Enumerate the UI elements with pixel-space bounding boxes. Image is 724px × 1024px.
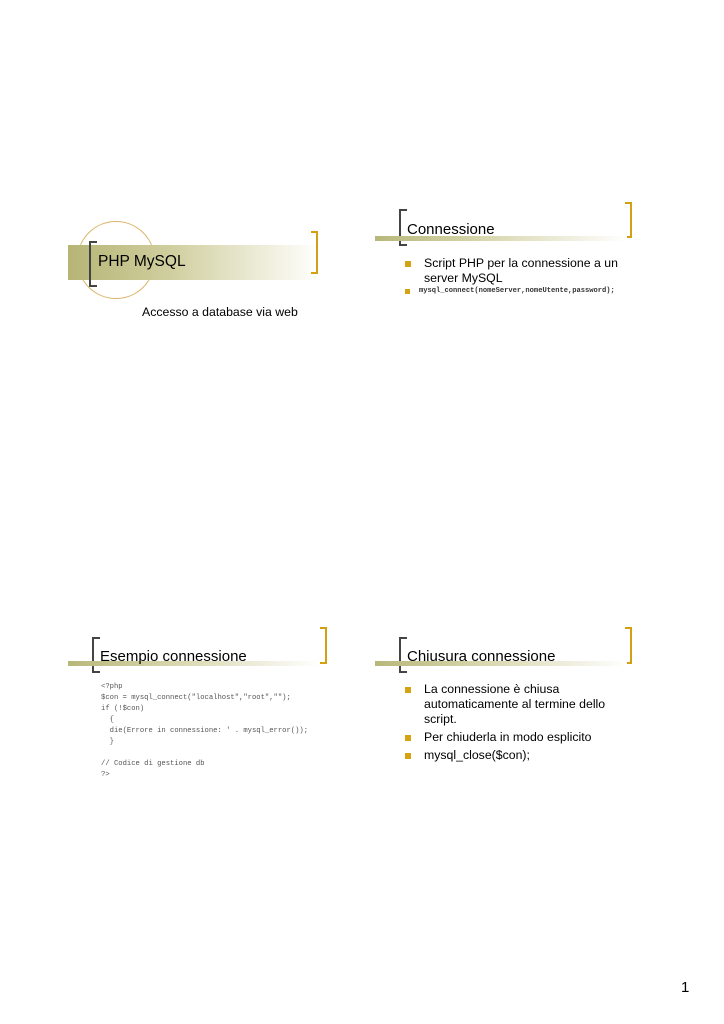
bullet-list: [405, 682, 615, 766]
code-line: die(Errore in connessione: ' . mysql_error());: [101, 727, 309, 735]
right-bracket: [625, 202, 632, 238]
slide-4: [362, 512, 724, 1024]
code-line: }: [101, 738, 114, 746]
code-line: // Codice di gestione db: [101, 760, 205, 768]
code-block: [101, 682, 351, 781]
slide-2: [362, 0, 724, 512]
slide-title: Esempio connessione: [100, 648, 247, 665]
bullet-item: Script PHP per la connessione a un server MySQL: [405, 256, 625, 286]
left-bracket: [89, 241, 97, 287]
slide-1: [0, 0, 362, 512]
code-line: if (!$con): [101, 705, 145, 713]
bullet-item: mysql_close($con);: [405, 748, 615, 763]
bullet-list: [405, 256, 625, 289]
code-bullet-item: mysql_connect(nomeServer,nomeUtente,password);: [405, 286, 645, 296]
bullet-item: La connessione è chiusa automaticamente al termine dello script.: [405, 682, 615, 727]
left-bracket: [399, 637, 407, 673]
code-line: <?php: [101, 683, 123, 691]
slide-subtitle: Accesso a database via web: [142, 305, 298, 319]
slide-3: [0, 512, 362, 1024]
code-line: ?>: [101, 771, 110, 779]
code-line: $con = mysql_connect("localhost","root","");: [101, 694, 291, 702]
page-number: 1: [681, 979, 690, 996]
code-bullet-list: [405, 286, 645, 296]
right-bracket: [320, 627, 327, 664]
bullet-item: Per chiuderla in modo esplicito: [405, 730, 615, 745]
right-bracket: [625, 627, 632, 664]
code-line: [101, 748, 351, 759]
left-bracket: [92, 637, 100, 673]
slide-title: PHP MySQL: [98, 253, 186, 270]
right-bracket: [311, 231, 318, 274]
slide-title: Connessione: [407, 221, 495, 238]
code-line: {: [101, 716, 114, 724]
slide-title: Chiusura connessione: [407, 648, 556, 665]
